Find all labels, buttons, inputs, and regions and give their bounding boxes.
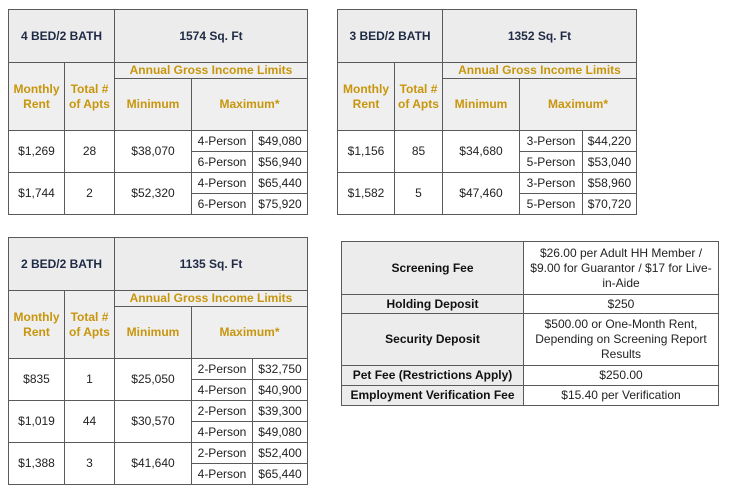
income-limits-header: Annual Gross Income Limits xyxy=(115,291,308,307)
minimum-cell: $41,640 xyxy=(115,443,192,485)
maximum-cell: $49,080 xyxy=(253,131,308,152)
maximum-cell: $56,940 xyxy=(253,152,308,173)
rent-cell: $1,269 xyxy=(9,131,65,173)
apts-cell: 85 xyxy=(395,131,443,173)
fee-row xyxy=(342,314,719,366)
unit-table-4bed xyxy=(8,9,308,215)
household-size-cell: 2-Person xyxy=(192,401,253,422)
table-row xyxy=(9,359,308,380)
total-apts-header: Total # of Apts xyxy=(65,63,115,131)
fee-row xyxy=(342,242,719,295)
unit-size: 1352 Sq. Ft xyxy=(443,10,637,63)
unit-type: 4 BED/2 BATH xyxy=(9,10,115,63)
table-row xyxy=(338,173,637,194)
maximum-header: Maximum* xyxy=(192,79,308,131)
maximum-cell: $58,960 xyxy=(583,173,637,194)
fee-label: Security Deposit xyxy=(342,314,524,366)
unit-table-3bed xyxy=(337,9,637,215)
fee-value: $15.40 per Verification xyxy=(524,386,719,406)
fee-value: $250 xyxy=(524,295,719,314)
minimum-cell: $47,460 xyxy=(443,173,520,215)
minimum-header: Minimum xyxy=(443,79,520,131)
maximum-cell: $65,440 xyxy=(253,464,308,485)
rent-cell: $1,388 xyxy=(9,443,65,485)
maximum-cell: $70,720 xyxy=(583,194,637,215)
rent-cell: $835 xyxy=(9,359,65,401)
household-size-cell: 4-Person xyxy=(192,422,253,443)
apts-cell: 2 xyxy=(65,173,115,215)
household-size-cell: 6-Person xyxy=(192,152,253,173)
household-size-cell: 4-Person xyxy=(192,173,253,194)
maximum-cell: $52,400 xyxy=(253,443,308,464)
fee-row xyxy=(342,295,719,314)
maximum-cell: $75,920 xyxy=(253,194,308,215)
household-size-cell: 6-Person xyxy=(192,194,253,215)
fee-label: Employment Verification Fee xyxy=(342,386,524,406)
rent-cell: $1,744 xyxy=(9,173,65,215)
household-size-cell: 4-Person xyxy=(192,131,253,152)
unit-type: 2 BED/2 BATH xyxy=(9,238,115,291)
income-limits-header: Annual Gross Income Limits xyxy=(443,63,637,79)
unit-size: 1135 Sq. Ft xyxy=(115,238,308,291)
total-apts-header: Total # of Apts xyxy=(395,63,443,131)
household-size-cell: 5-Person xyxy=(520,194,583,215)
household-size-cell: 3-Person xyxy=(520,173,583,194)
apts-cell: 1 xyxy=(65,359,115,401)
minimum-header: Minimum xyxy=(115,307,192,359)
maximum-cell: $53,040 xyxy=(583,152,637,173)
total-apts-header: Total # of Apts xyxy=(65,291,115,359)
minimum-cell: $25,050 xyxy=(115,359,192,401)
maximum-cell: $44,220 xyxy=(583,131,637,152)
monthly-rent-header: Monthly Rent xyxy=(338,63,395,131)
minimum-cell: $34,680 xyxy=(443,131,520,173)
apts-cell: 44 xyxy=(65,401,115,443)
fee-value: $250.00 xyxy=(524,366,719,386)
monthly-rent-header: Monthly Rent xyxy=(9,291,65,359)
maximum-cell: $49,080 xyxy=(253,422,308,443)
household-size-cell: 4-Person xyxy=(192,380,253,401)
minimum-cell: $38,070 xyxy=(115,131,192,173)
apts-cell: 3 xyxy=(65,443,115,485)
household-size-cell: 5-Person xyxy=(520,152,583,173)
table-row xyxy=(338,131,637,152)
monthly-rent-header: Monthly Rent xyxy=(9,63,65,131)
rent-cell: $1,156 xyxy=(338,131,395,173)
fee-row xyxy=(342,366,719,386)
apts-cell: 28 xyxy=(65,131,115,173)
minimum-cell: $52,320 xyxy=(115,173,192,215)
maximum-cell: $39,300 xyxy=(253,401,308,422)
household-size-cell: 3-Person xyxy=(520,131,583,152)
table-row xyxy=(9,401,308,422)
table-row xyxy=(9,443,308,464)
minimum-cell: $30,570 xyxy=(115,401,192,443)
rent-cell: $1,582 xyxy=(338,173,395,215)
unit-table-2bed xyxy=(8,237,308,485)
income-limits-header: Annual Gross Income Limits xyxy=(115,63,308,79)
fee-value: $500.00 or One-Month Rent, Depending on Screening Report Results xyxy=(524,314,719,366)
fees-table xyxy=(341,241,719,406)
unit-type: 3 BED/2 BATH xyxy=(338,10,443,63)
household-size-cell: 2-Person xyxy=(192,359,253,380)
fee-value: $26.00 per Adult HH Member / $9.00 for Guarantor / $17 for Live-in-Aide xyxy=(524,242,719,295)
maximum-cell: $32,750 xyxy=(253,359,308,380)
fee-row xyxy=(342,386,719,406)
maximum-header: Maximum* xyxy=(192,307,308,359)
maximum-cell: $65,440 xyxy=(253,173,308,194)
unit-size: 1574 Sq. Ft xyxy=(115,10,308,63)
minimum-header: Minimum xyxy=(115,79,192,131)
household-size-cell: 4-Person xyxy=(192,464,253,485)
maximum-cell: $40,900 xyxy=(253,380,308,401)
fee-label: Holding Deposit xyxy=(342,295,524,314)
fee-label: Screening Fee xyxy=(342,242,524,295)
table-row xyxy=(9,173,308,194)
rent-cell: $1,019 xyxy=(9,401,65,443)
fee-label: Pet Fee (Restrictions Apply) xyxy=(342,366,524,386)
household-size-cell: 2-Person xyxy=(192,443,253,464)
apts-cell: 5 xyxy=(395,173,443,215)
table-row xyxy=(9,131,308,152)
maximum-header: Maximum* xyxy=(520,79,637,131)
